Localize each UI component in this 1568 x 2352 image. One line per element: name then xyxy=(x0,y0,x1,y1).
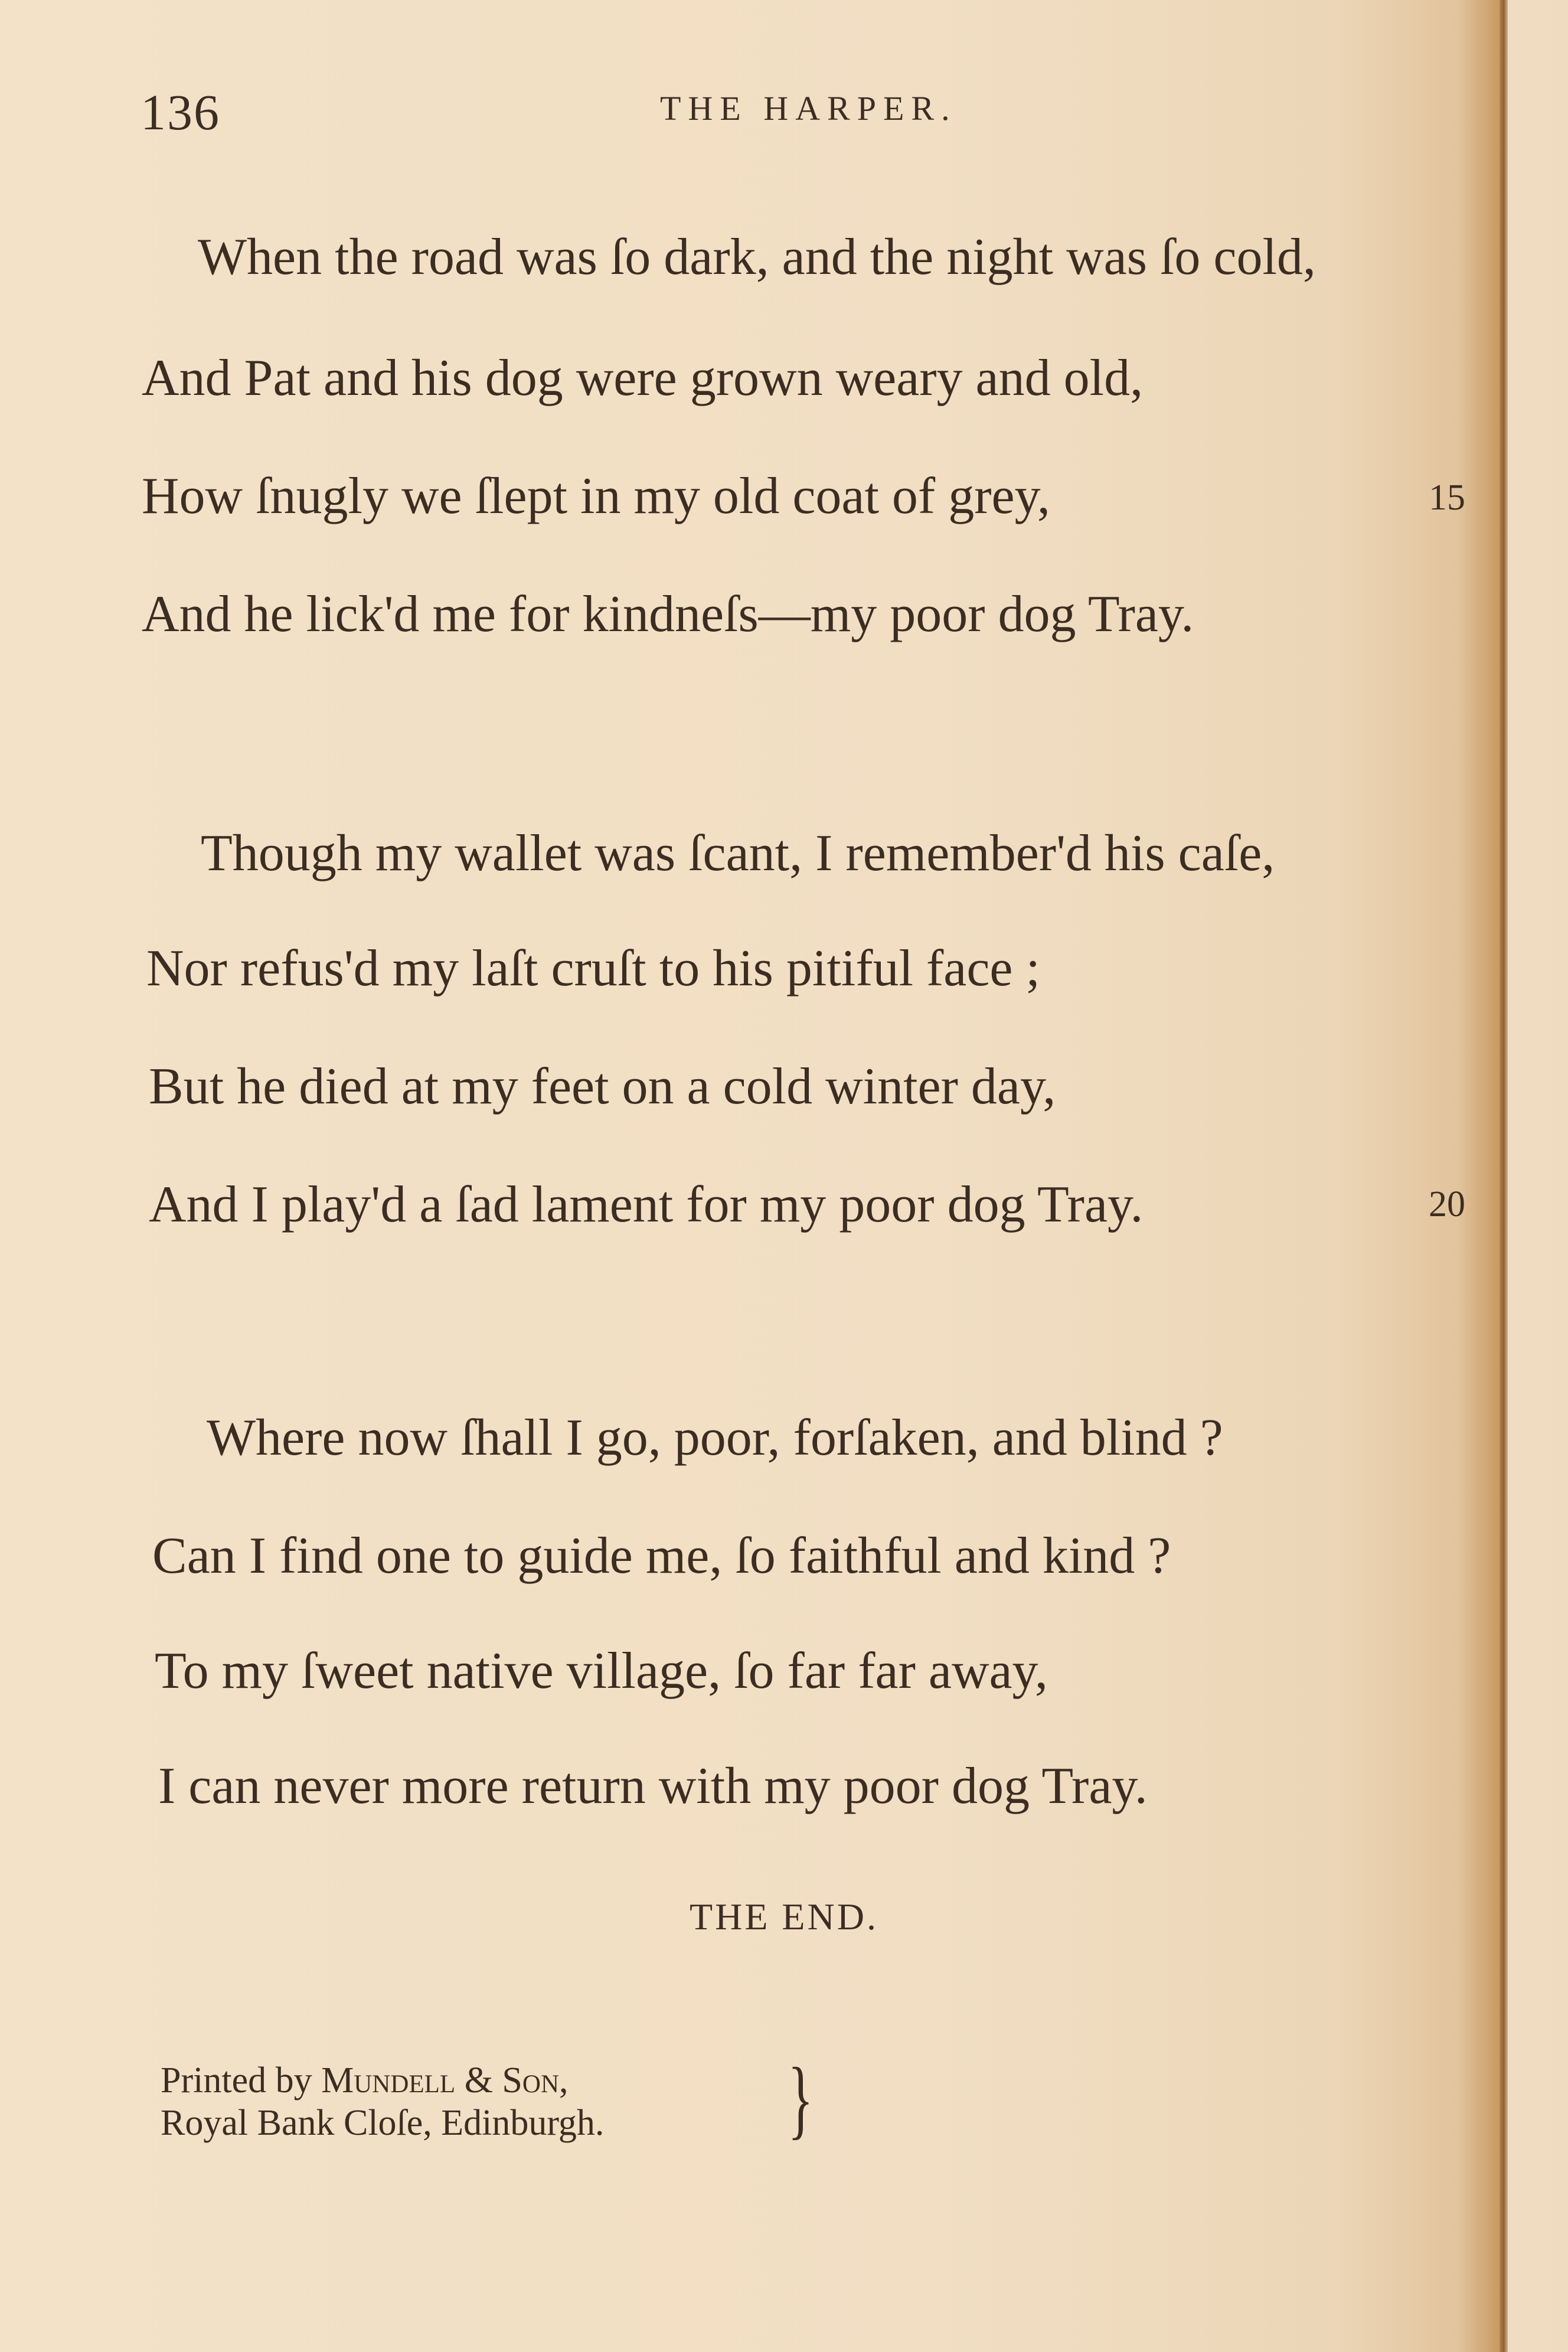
verse-line: But he died at my feet on a cold winter day, xyxy=(149,1058,1056,1115)
the-end-heading: THE END. xyxy=(690,1896,878,1938)
page-gutter-edge xyxy=(1500,0,1508,2352)
imprint-prefix: Printed by xyxy=(161,2060,322,2101)
verse-line: And Pat and his dog were grown weary and old, xyxy=(142,349,1144,407)
verse-line: How ſnugly we ſlept in my old coat of grey, xyxy=(142,468,1050,525)
verse-line: And he lick'd me for kindneſs—my poor dog Tray. xyxy=(142,586,1194,643)
verse-line: I can never more return with my poor dog Tray. xyxy=(158,1758,1148,1815)
imprint-address: Royal Bank Cloſe, Edinburgh. xyxy=(161,2103,605,2143)
running-head: THE HARPER. xyxy=(660,89,957,128)
verse-line: Though my wallet was ſcant, I remember'd his caſe, xyxy=(201,825,1275,882)
verse-line: When the road was ſo dark, and the night was ſo cold, xyxy=(198,228,1316,286)
verse-line: Nor refus'd my laſt cruſt to his pitiful face ; xyxy=(146,940,1040,997)
verse-line: To my ſweet native village, ſo far far away, xyxy=(155,1642,1048,1700)
page-number: 136 xyxy=(141,84,220,141)
line-number: 15 xyxy=(1429,478,1465,518)
printer-imprint xyxy=(161,2059,604,2144)
verse-line: And I play'd a ſad lament for my poor dog Tray. xyxy=(149,1176,1144,1233)
line-number: 20 xyxy=(1429,1184,1465,1224)
imprint-printer: Mundell & Son, xyxy=(321,2060,569,2101)
verse-line: Can I find one to guide me, ſo faithful and kind ? xyxy=(152,1527,1171,1585)
imprint-brace: } xyxy=(788,2050,814,2148)
verse-line: Where now ſhall I go, poor, forſaken, and blind ? xyxy=(207,1409,1223,1466)
